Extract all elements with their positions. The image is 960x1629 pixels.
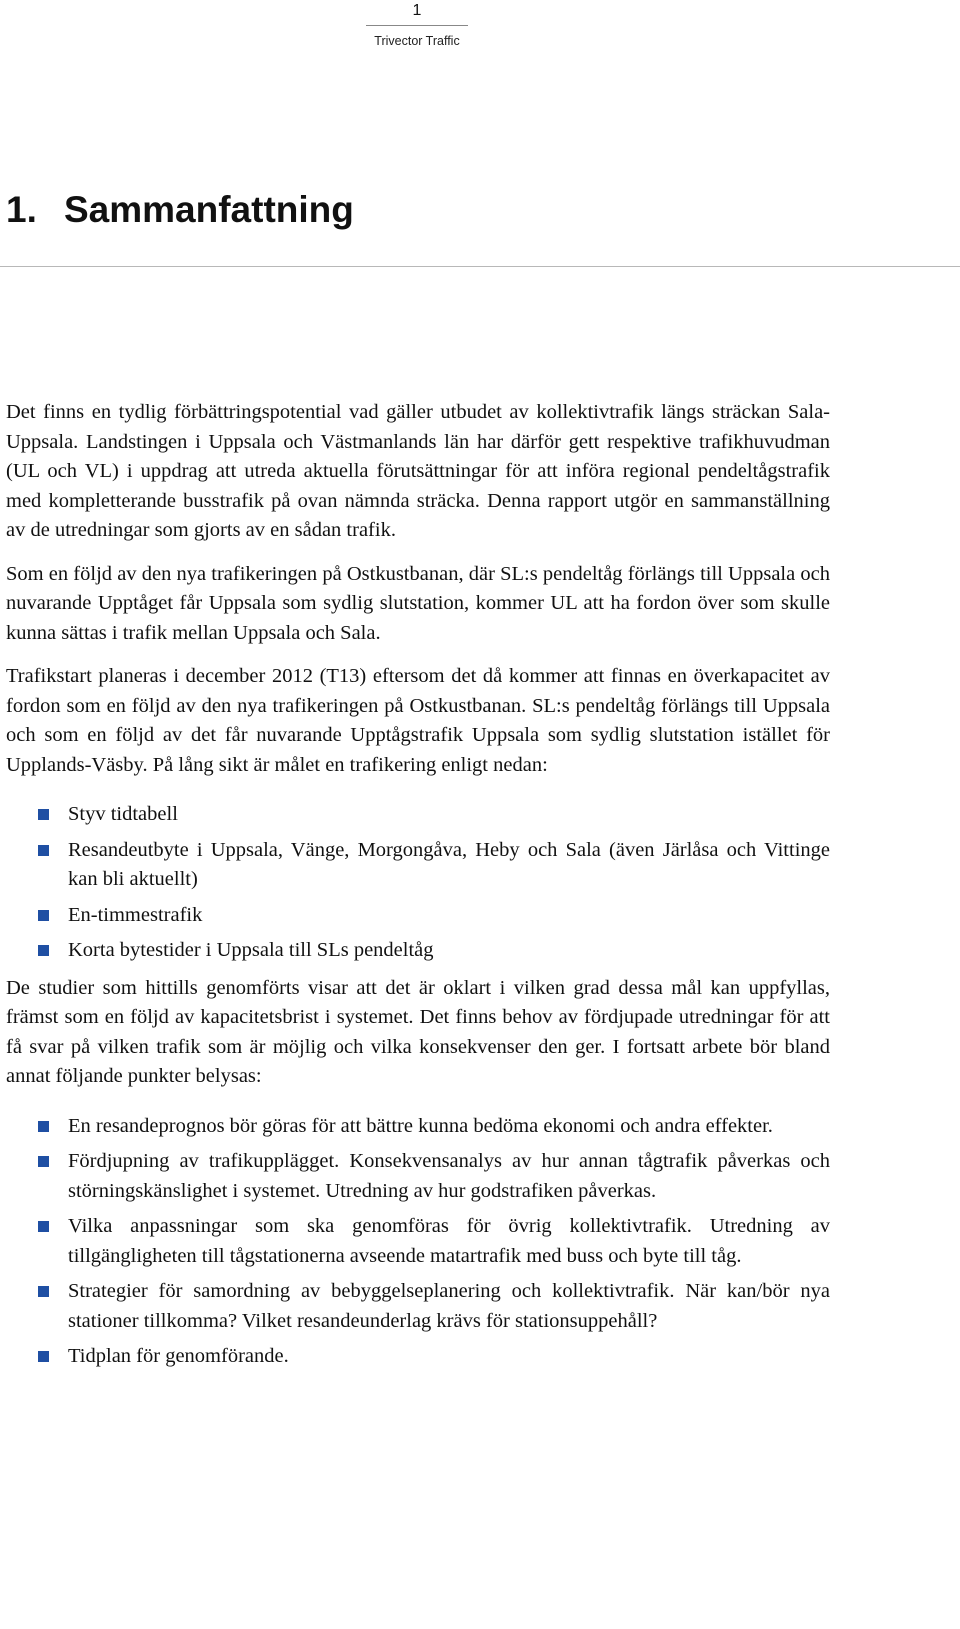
square-bullet-icon	[38, 1221, 49, 1232]
section-number: 1.	[6, 189, 37, 230]
document-body	[6, 398, 830, 1380]
paragraph-background: Som en följd av den nya trafikeringen på Ostkustbanan, där SL:s pendeltåg förlängs till Uppsala och nuvarande Upptåget får Uppsala som sydlig slutstation, kommer UL att ha fordon över som skulle kunna sättas i trafik mellan Uppsala och Sala.	[6, 562, 830, 644]
paragraph-intro: Det finns en tydlig förbättringspotential vad gäller utbudet av kollektivtrafik längs sträckan Sala-Uppsala. Landstingen i Uppsala och Västmanlands län har därför gett respektive trafikhuvudman (UL och VL) i uppdrag att utreda aktuella förutsättningar för att införa regional pendeltågstrafik med kompletterande busstrafik på ovan nämnda sträcka. Denna rapport utgör en sammanställning av de utredningar som gjorts av en sådan trafik.	[6, 401, 830, 541]
square-bullet-icon	[38, 1121, 49, 1132]
list-item: Resandeutbyte i Uppsala, Vänge, Morgongåva, Heby och Sala (även Järlåsa och Vittinge kan bli aktuellt)	[6, 836, 830, 895]
list-item: Strategier för samordning av bebyggelseplanering och kollektivtrafik. När kan/bör nya stationer tillkomma? Vilket resandeunderlag krävs för stationsuppehåll?	[6, 1277, 830, 1336]
square-bullet-icon	[38, 845, 49, 856]
goals-list	[6, 800, 830, 966]
list-item: Styv tidtabell	[6, 800, 830, 830]
organization-name: Trivector Traffic	[374, 34, 460, 48]
list-item: En resandeprognos bör göras för att bättre kunna bedöma ekonomi och andra effekter.	[6, 1112, 830, 1142]
paragraph-further-studies: De studier som hittills genomförts visar att det är oklart i vilken grad dessa mål kan uppfyllas, främst som en följd av kapacitetsbrist i systemet. Det finns behov av fördjupade utredningar för att få svar på vilken trafik som är möjlig och vilka konsekvenser den ger. I fortsatt arbete bör bland annat följande punkter belysas:	[6, 976, 830, 1087]
page-number: 1	[412, 2, 422, 19]
square-bullet-icon	[38, 1351, 49, 1362]
list-item: Tidplan för genomförande.	[6, 1342, 830, 1372]
section-heading	[6, 186, 354, 234]
section-title: Sammanfattning	[64, 189, 354, 230]
list-item: Fördjupning av trafikupplägget. Konsekvensanalys av hur annan tågtrafik påverkas och störningskänslighet i systemet. Utredning av hur godstrafiken påverkas.	[6, 1147, 830, 1206]
page-header	[366, 0, 468, 49]
header-divider	[366, 25, 468, 26]
square-bullet-icon	[38, 809, 49, 820]
square-bullet-icon	[38, 945, 49, 956]
list-item: Vilka anpassningar som ska genomföras för övrig kollektivtrafik. Utredning av tillgängligheten till tågstationerna avseende matartrafik med buss och byte till tåg.	[6, 1212, 830, 1271]
square-bullet-icon	[38, 910, 49, 921]
paragraph-traffic-start: Trafikstart planeras i december 2012 (T13) eftersom det då kommer att finnas en överkapacitet av fordon som en följd av den nya trafikeringen på Ostkustbanan. SL:s pendeltåg förlängs till Uppsala och som en följd av det får nuvarande Upptågstrafik Uppsala som sydlig slutstation istället för Upplands-Väsby. På lång sikt är målet en trafikering enligt nedan:	[6, 665, 830, 776]
list-item: En-timmestrafik	[6, 901, 830, 931]
points-list	[6, 1112, 830, 1372]
square-bullet-icon	[38, 1286, 49, 1297]
square-bullet-icon	[38, 1156, 49, 1167]
heading-divider	[0, 266, 960, 267]
list-item: Korta bytestider i Uppsala till SLs pendeltåg	[6, 936, 830, 966]
